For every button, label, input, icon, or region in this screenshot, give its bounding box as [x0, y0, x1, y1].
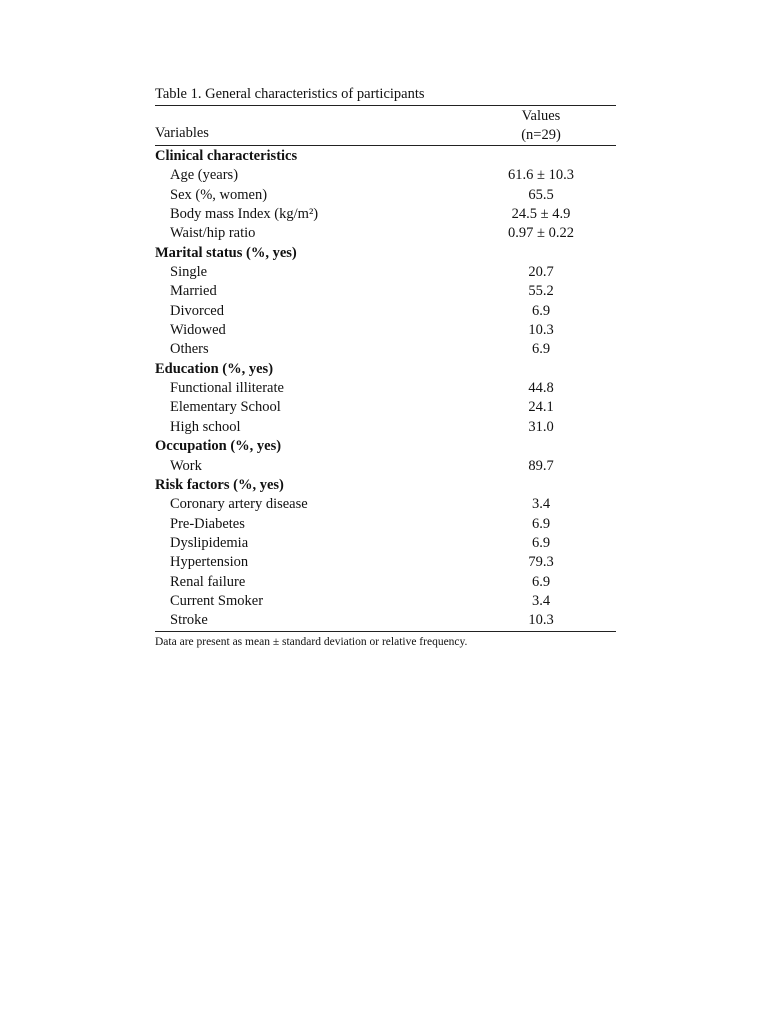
table-section-row	[155, 437, 616, 456]
table-row	[155, 205, 616, 224]
bottom-rule	[155, 631, 616, 632]
table-row	[155, 263, 616, 282]
value-cell	[466, 476, 616, 495]
value-cell: 89.7	[528, 457, 554, 474]
section-label: Risk factors (%, yes)	[155, 476, 284, 493]
value-cell: 6.9	[531, 573, 551, 590]
variable-label: Coronary artery disease	[170, 496, 308, 513]
table-row	[155, 398, 616, 417]
header-values-line2: (n=29)	[521, 127, 561, 143]
variable-label: Widowed	[170, 322, 226, 339]
variable-label: Elementary School	[170, 399, 281, 416]
value-cell: 10.3	[528, 322, 554, 339]
variable-label: Renal failure	[170, 573, 246, 590]
value-cell	[466, 360, 616, 379]
value-cell: 44.8	[528, 380, 554, 397]
value-cell: 3.4	[531, 592, 551, 609]
value-cell: 3.4	[531, 496, 551, 513]
value-cell: 6.9	[531, 534, 551, 551]
value-cell: 24.5 ± 4.9	[511, 206, 571, 223]
section-label: Education (%, yes)	[155, 360, 274, 377]
table-section-row	[155, 360, 616, 379]
value-cell	[466, 437, 616, 456]
variable-label: Hypertension	[170, 554, 249, 571]
table-row	[155, 495, 616, 514]
variable-label: High school	[170, 418, 241, 435]
value-cell: 79.3	[528, 554, 554, 571]
variable-label: Married	[170, 283, 217, 300]
table-row	[155, 418, 616, 437]
variable-label: Age (years)	[170, 167, 239, 184]
table-row	[155, 379, 616, 398]
variable-label: Single	[170, 264, 208, 281]
header-values	[466, 106, 616, 145]
value-cell: 20.7	[528, 264, 554, 281]
table-row	[155, 166, 616, 185]
variable-label: Divorced	[170, 302, 224, 319]
variable-label: Waist/hip ratio	[170, 225, 256, 242]
value-cell: 55.2	[528, 283, 554, 300]
table-section-row	[155, 244, 616, 263]
value-cell: 10.3	[528, 612, 554, 629]
table-caption: Table 1. General characteristics of participants	[155, 86, 425, 102]
section-label: Clinical characteristics	[155, 148, 298, 164]
table-footnote: Data are present as mean ± standard deviation or relative frequency.	[155, 635, 468, 648]
value-cell: 6.9	[531, 341, 551, 358]
value-cell: 6.9	[531, 515, 551, 532]
value-cell	[466, 244, 616, 263]
value-cell: 61.6 ± 10.3	[508, 167, 574, 184]
table-row	[155, 611, 616, 630]
table-row	[155, 515, 616, 534]
value-cell: 65.5	[528, 186, 554, 203]
variable-label: Work	[170, 457, 202, 474]
table-row	[155, 457, 616, 476]
table-body	[155, 146, 616, 631]
table-row	[155, 340, 616, 359]
table-section-row	[155, 147, 616, 166]
variable-label: Stroke	[170, 612, 208, 629]
table-header	[155, 106, 616, 145]
table-row	[155, 302, 616, 321]
section-label: Marital status (%, yes)	[155, 244, 297, 261]
table-row	[155, 224, 616, 243]
variable-label: Dyslipidemia	[170, 534, 249, 551]
table-row	[155, 534, 616, 553]
variable-label: Body mass Index (kg/m²)	[170, 206, 319, 223]
header-variables: Variables	[155, 125, 209, 141]
section-label: Occupation (%, yes)	[155, 438, 282, 455]
table-row	[155, 553, 616, 572]
variable-label: Current Smoker	[170, 592, 264, 609]
variable-label: Pre-Diabetes	[170, 515, 245, 532]
value-cell: 24.1	[528, 399, 554, 416]
variable-label: Functional illiterate	[170, 380, 284, 397]
table-row	[155, 186, 616, 205]
table-section-row	[155, 476, 616, 495]
variable-label: Others	[170, 341, 209, 358]
table-row	[155, 592, 616, 611]
header-values-line1: Values	[521, 108, 561, 124]
value-cell: 0.97 ± 0.22	[508, 225, 574, 242]
table-row	[155, 282, 616, 301]
table-1	[155, 85, 616, 650]
table-row	[155, 321, 616, 340]
value-cell: 31.0	[528, 418, 554, 435]
variable-label: Sex (%, women)	[170, 186, 268, 203]
table-row	[155, 573, 616, 592]
value-cell: 6.9	[531, 302, 551, 319]
value-cell	[466, 147, 616, 166]
